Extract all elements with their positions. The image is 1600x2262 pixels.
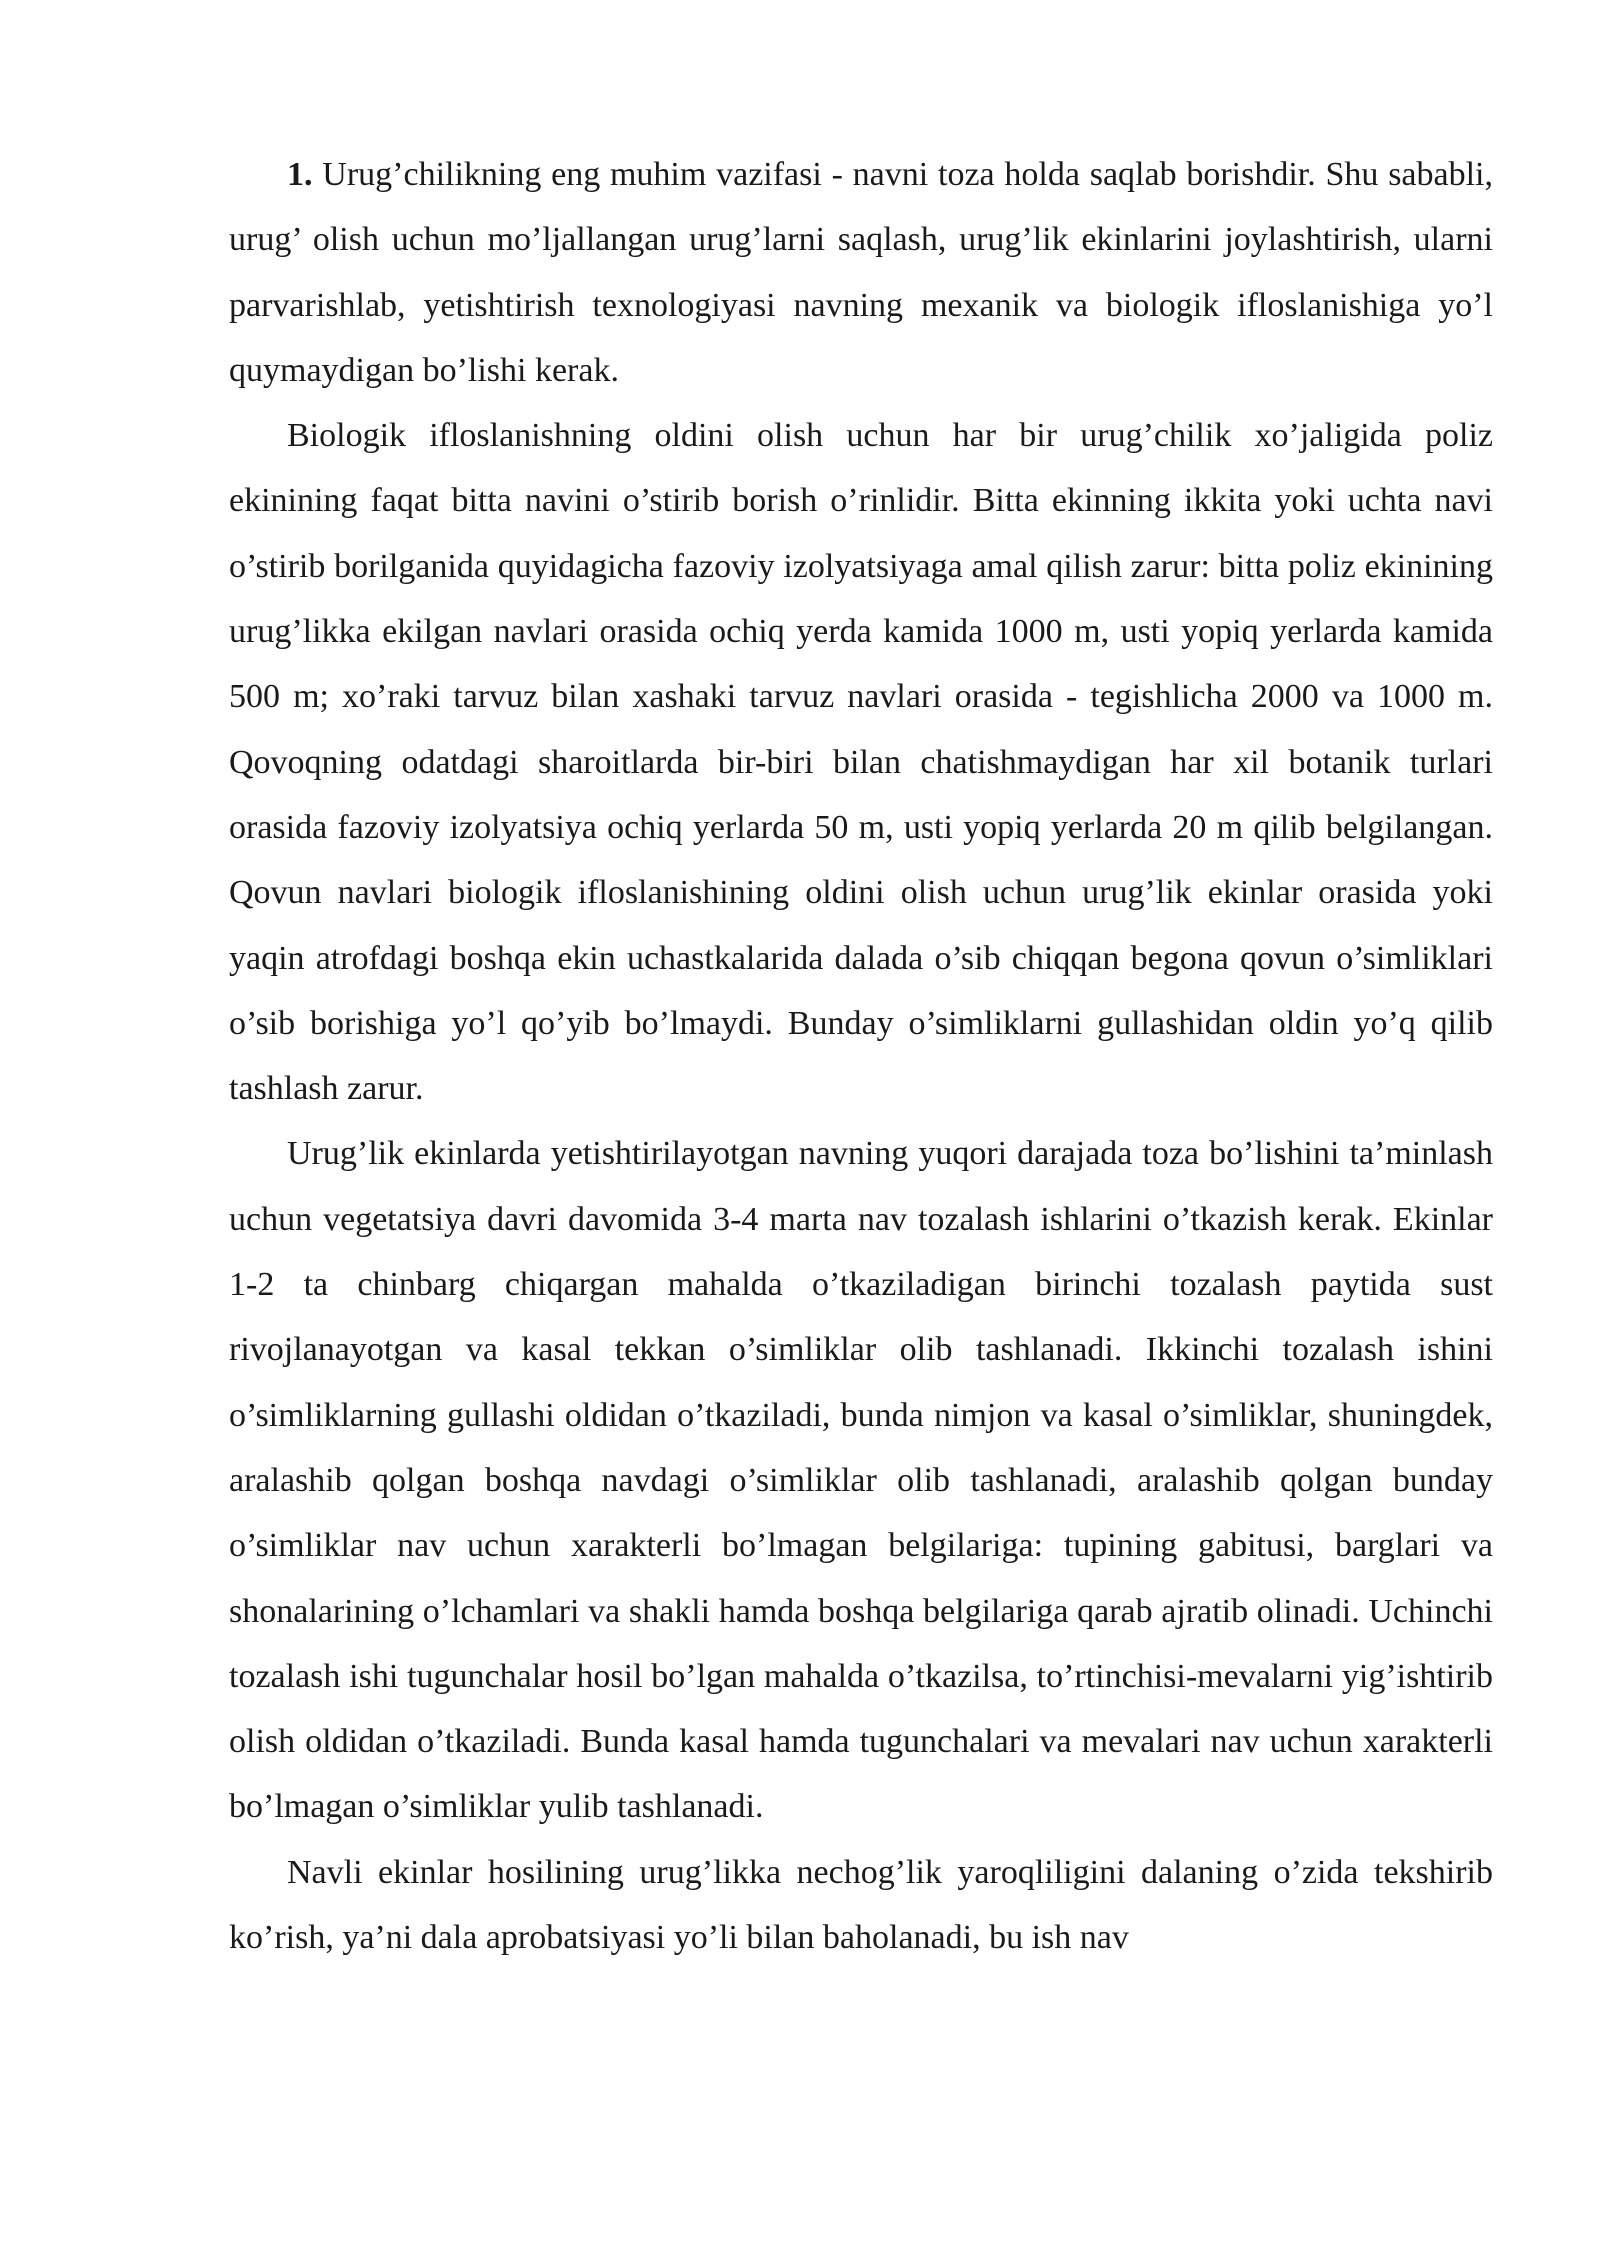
paragraph-4: Navli ekinlar hosilining urug’likka nechog’lik yaroqliligini dalaning o’zida tekshirib ko’rish, ya’ni dala aprobatsiyasi yo’li bilan baholanadi, bu ish nav [229, 1853, 1493, 1957]
paragraph-1 [229, 142, 1493, 403]
paragraph-number: 1. [287, 156, 313, 193]
paragraph-2: Biologik ifloslanishning oldini olish uchun har bir urug’chilik xo’jaligida poliz ekinining faqat bitta navini o’stirib borish o’rinlidir. Bitta ekinning ikkita yoki uchta navi o’stirib borilganida quyidagicha fazoviy izolyatsiyaga amal qilish zarur: bitta poliz ekinining urug’likka ekilgan navlari orasida ochiq yerda kamida 1000 m, usti yopiq yerlarda kamida 500 m; xo’raki tarvuz bilan xashaki tarvuz navlari orasida - tegishlicha 2000 va 1000 m. Qovoqning odatdagi sharoitlarda bir-biri bilan chatishmaydigan har xil botanik turlari orasida fazoviy izolyatsiya ochiq yerlarda 50 m, usti yopiq yerlarda 20 m qilib belgilangan. Qovun navlari biologik ifloslanishining oldini olish uchun urug’lik ekinlar orasida yoki yaqin atrofdagi boshqa ekin uchastkalarida dalada o’sib chiqqan begona qovun o’simliklari o’sib borishiga yo’l qo’yib bo’lmaydi. Bunday o’simliklarni gullashidan oldin yo’q qilib tashlash zarur. [229, 417, 1493, 1108]
document-page [229, 142, 1493, 1970]
paragraph-3: Urug’lik ekinlarda yetishtirilayotgan navning yuqori darajada toza bo’lishini ta’minlash uchun vegetatsiya davri davomida 3-4 marta nav tozalash ishlarini o’tkazish kerak. Ekinlar 1-2 ta chinbarg chiqargan mahalda o’tkaziladigan birinchi tozalash paytida sust rivojlanayotgan va kasal tekkan o’simliklar olib tashlanadi. Ikkinchi tozalash ishini o’simliklarning gullashi oldidan o’tkaziladi, bunda nimjon va kasal o’simliklar, shuningdek, aralashib qolgan boshqa navdagi o’simliklar olib tashlanadi, aralashib qolgan bunday o’simliklar nav uchun xarakterli bo’lmagan belgilariga: tupining gabitusi, barglari va shonalarining o’lchamlari va shakli hamda boshqa belgilariga qarab ajratib olinadi. Uchinchi tozalash ishi tugunchalar hosil bo’lgan mahalda o’tkazilsa, to’rtinchisi-mevalarni yig’ishtirib olish oldidan o’tkaziladi. Bunda kasal hamda tugunchalari va mevalari nav uchun xarakterli bo’lmagan o’simliklar yulib tashlanadi. [229, 1135, 1493, 1826]
paragraph-1-text: Urug’chilikning eng muhim vazifasi - navni toza holda saqlab borishdir. Shu sababli, urug’ olish uchun mo’ljallangan urug’larni saqlash, urug’lik ekinlarini joylashtirish, ularni parvarishlab, yetishtirish texnologiyasi navning mexanik va biologik ifloslanishiga yo’l quymaydigan bo’lishi kerak. [229, 156, 1493, 389]
